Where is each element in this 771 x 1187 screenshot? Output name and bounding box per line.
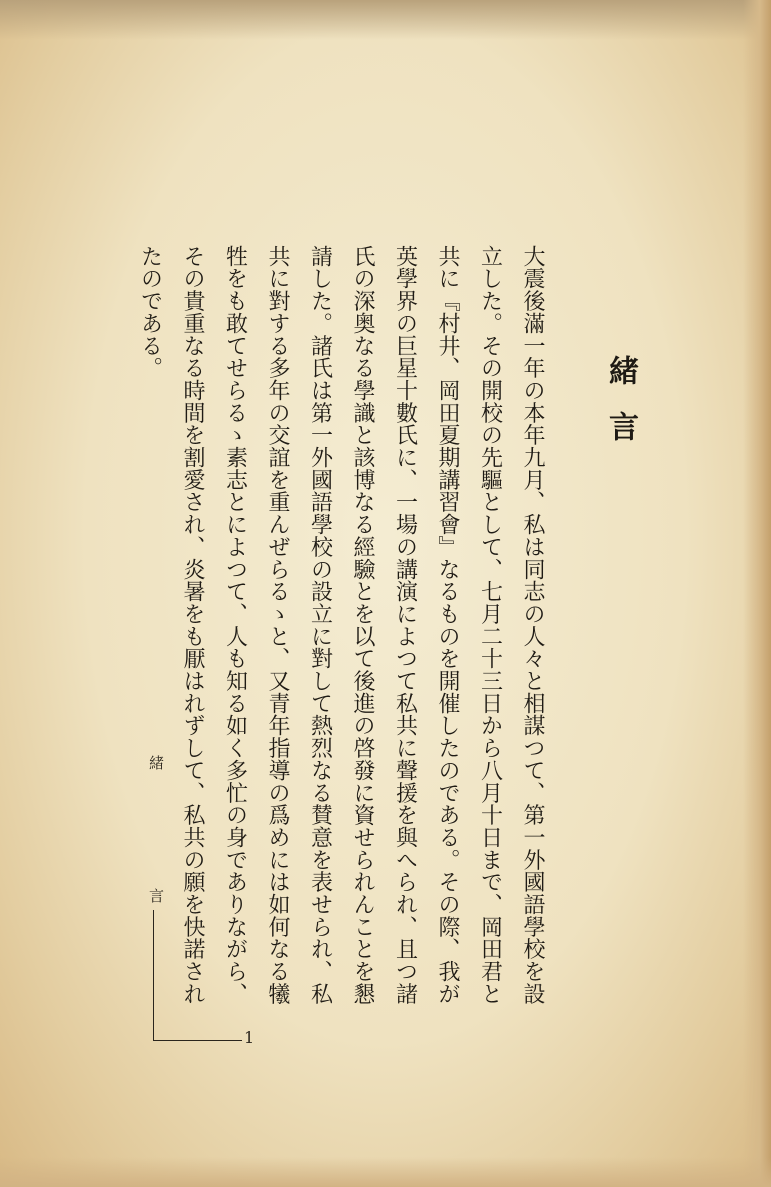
page-edge-top [0, 0, 771, 40]
margin-label-top: 緒 [147, 755, 165, 770]
margin-label-bottom: 言 [147, 888, 165, 903]
page-edge-bottom [0, 1157, 771, 1187]
page-number: 1 [244, 1028, 255, 1047]
page-title: 緒言 [603, 355, 638, 467]
page-edge-right [743, 0, 771, 1187]
margin-bracket [153, 910, 242, 1041]
body-text: 大震後滿一年の本年九月、私は同志の人々と相謀つて、第一外國語學校を設立した。その開校の先驅として、七月二十三日から八月十日まで、岡田君と共に『村井、岡田夏期講習會』なるものを開催したのである。その際、我が英學界の巨星十數氏に、一場の講演によつて私共に聲援を與へられ、且つ諸氏の深奥なる學識と該博なる經驗とを以て後進の啓發に資せられんことを懇請した。諸氏は第一外國語學校の設立に對して熱烈なる賛意を表せられ、私共に對する多年の交誼を重んぜらるゝと、又青年指導の爲めには如何なる犧牲をも敢てせらるゝ素志とによつて、人も知る如く多忙の身でありながら、その貴重なる時間を割愛され、炎暑をも厭はれずして、私共の願を快諾されたのである。 [137, 245, 545, 1005]
